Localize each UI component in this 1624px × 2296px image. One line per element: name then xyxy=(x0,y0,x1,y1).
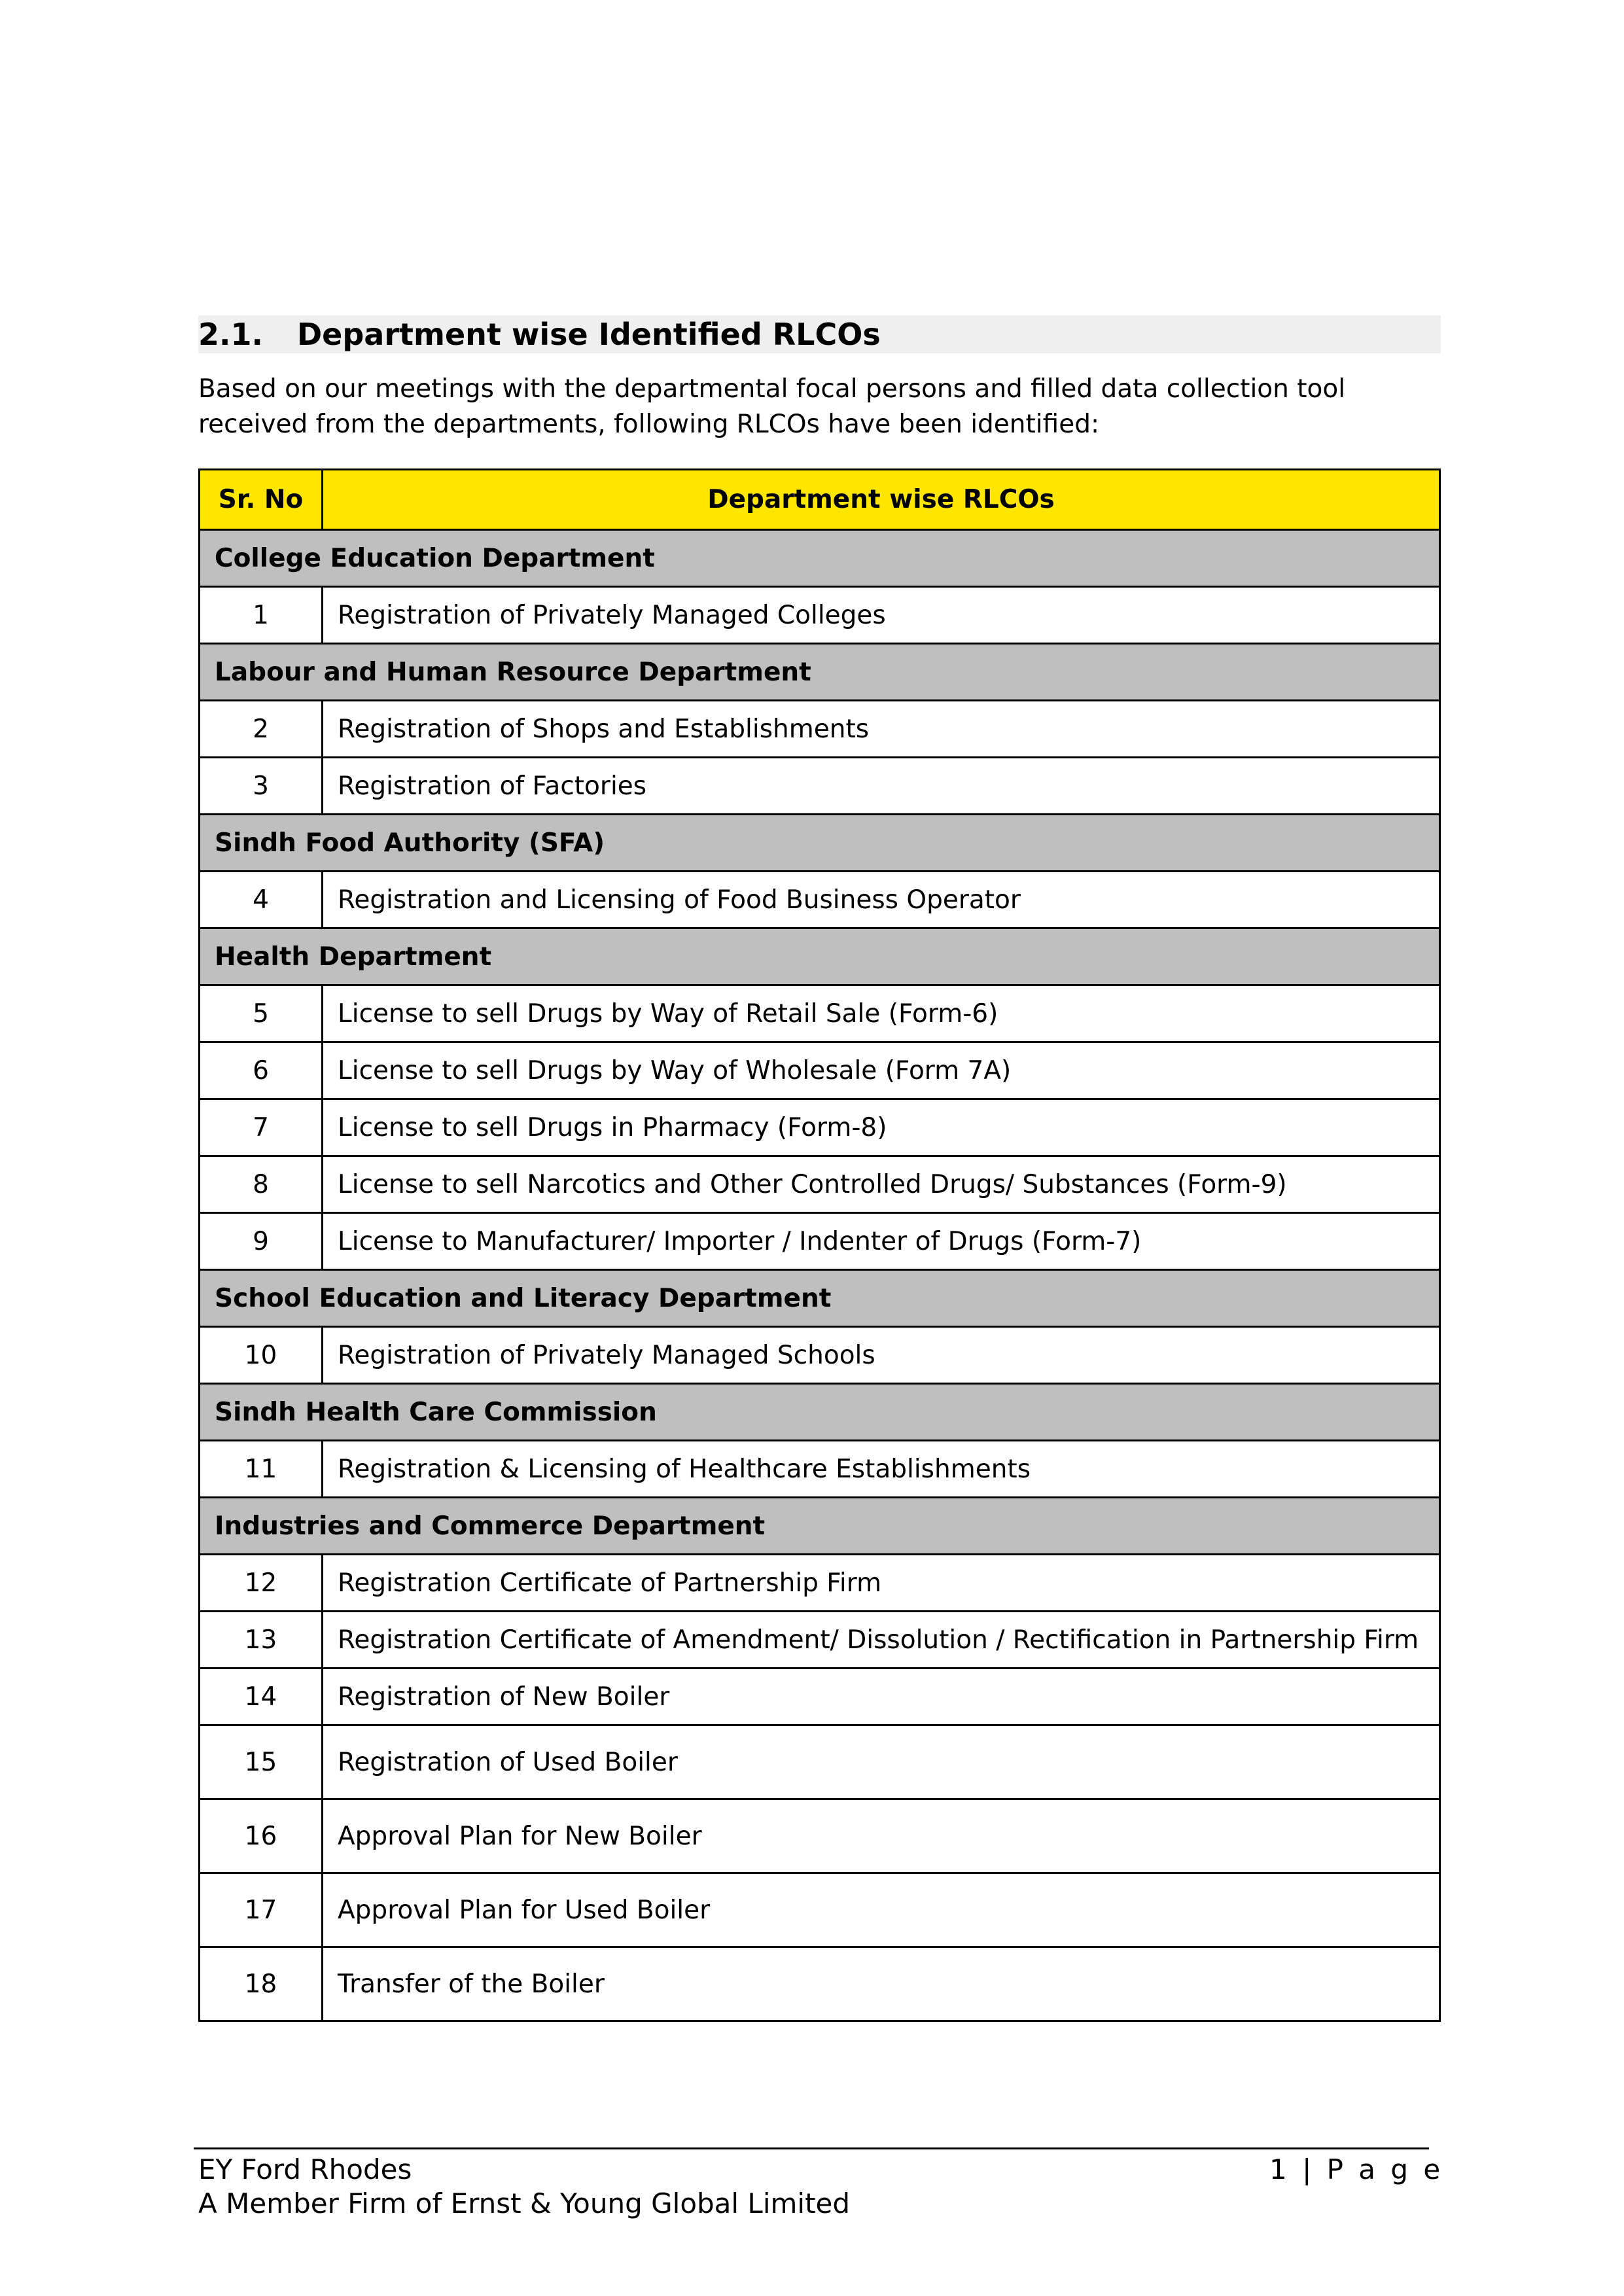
department-row xyxy=(200,644,1440,701)
rlco-cell: License to sell Drugs in Pharmacy (Form-8) xyxy=(323,1099,1440,1156)
department-row xyxy=(200,1384,1440,1441)
department-name: Health Department xyxy=(200,928,1440,985)
table-row xyxy=(200,1612,1440,1669)
sr-no-cell: 6 xyxy=(200,1042,323,1099)
section-heading xyxy=(198,315,1441,353)
table-row xyxy=(200,985,1440,1042)
sr-no-cell: 10 xyxy=(200,1327,323,1384)
header-rlcos: Department wise RLCOs xyxy=(323,470,1440,530)
department-row xyxy=(200,815,1440,872)
table-row xyxy=(200,701,1440,758)
intro-paragraph: Based on our meetings with the departmental focal persons and filled data collection tool received from the departments, following RLCOs have been identified: xyxy=(198,374,1346,439)
table-row xyxy=(200,587,1440,644)
sr-no-cell: 9 xyxy=(200,1213,323,1270)
header-sr-no: Sr. No xyxy=(200,470,323,530)
sr-no-cell: 8 xyxy=(200,1156,323,1213)
rlco-cell: Registration Certificate of Amendment/ Dissolution / Rectification in Partnership Firm xyxy=(323,1612,1440,1669)
section-title: Department wise Identified RLCOs xyxy=(297,317,881,352)
rlco-cell: License to Manufacturer/ Importer / Indenter of Drugs (Form-7) xyxy=(323,1213,1440,1270)
rlco-cell: Registration of New Boiler xyxy=(323,1669,1440,1725)
rlco-cell: Registration and Licensing of Food Business Operator xyxy=(323,872,1440,928)
sr-no-cell: 16 xyxy=(200,1799,323,1873)
rlco-cell: License to sell Narcotics and Other Controlled Drugs/ Substances (Form-9) xyxy=(323,1156,1440,1213)
rlco-cell: Registration of Privately Managed Colleges xyxy=(323,587,1440,644)
rlco-cell: Registration of Used Boiler xyxy=(323,1725,1440,1799)
table-row xyxy=(200,1327,1440,1384)
sr-no-cell: 18 xyxy=(200,1947,323,2021)
table-row xyxy=(200,1441,1440,1498)
table-row xyxy=(200,1213,1440,1270)
department-row xyxy=(200,530,1440,587)
table-row xyxy=(200,1725,1440,1799)
page-number: 1 | P a g e xyxy=(1269,2153,1444,2185)
rlco-cell: Approval Plan for New Boiler xyxy=(323,1799,1440,1873)
table-header-row xyxy=(200,470,1440,530)
footer-company-block xyxy=(198,2153,850,2221)
table-row xyxy=(200,758,1440,815)
table-row xyxy=(200,1873,1440,1947)
table-row xyxy=(200,1947,1440,2021)
sr-no-cell: 15 xyxy=(200,1725,323,1799)
department-name: School Education and Literacy Department xyxy=(200,1270,1440,1327)
table-row xyxy=(200,1156,1440,1213)
department-name: Industries and Commerce Department xyxy=(200,1498,1440,1555)
section-number: 2.1. xyxy=(198,317,263,352)
footer-member-line: A Member Firm of Ernst & Young Global Limited xyxy=(198,2187,851,2219)
rlco-cell: Transfer of the Boiler xyxy=(323,1947,1440,2021)
sr-no-cell: 11 xyxy=(200,1441,323,1498)
rlco-cell: Approval Plan for Used Boiler xyxy=(323,1873,1440,1947)
sr-no-cell: 1 xyxy=(200,587,323,644)
table-row xyxy=(200,1555,1440,1612)
sr-no-cell: 17 xyxy=(200,1873,323,1947)
sr-no-cell: 12 xyxy=(200,1555,323,1612)
rlco-table xyxy=(198,468,1441,2022)
footer-company: EY Ford Rhodes xyxy=(198,2153,412,2185)
rlco-cell: License to sell Drugs by Way of Retail Sale (Form-6) xyxy=(323,985,1440,1042)
department-row xyxy=(200,928,1440,985)
department-name: Sindh Food Authority (SFA) xyxy=(200,815,1440,872)
table-row xyxy=(200,1042,1440,1099)
rlco-cell: Registration of Shops and Establishments xyxy=(323,701,1440,758)
table-body xyxy=(200,530,1440,2021)
sr-no-cell: 7 xyxy=(200,1099,323,1156)
rlco-cell: Registration of Privately Managed Schools xyxy=(323,1327,1440,1384)
rlco-cell: Registration of Factories xyxy=(323,758,1440,815)
rlco-cell: Registration & Licensing of Healthcare Establishments xyxy=(323,1441,1440,1498)
footer-divider xyxy=(194,2147,1429,2149)
sr-no-cell: 5 xyxy=(200,985,323,1042)
department-name: Labour and Human Resource Department xyxy=(200,644,1440,701)
rlco-cell: License to sell Drugs by Way of Wholesale (Form 7A) xyxy=(323,1042,1440,1099)
table-row xyxy=(200,872,1440,928)
table-row xyxy=(200,1099,1440,1156)
rlco-cell: Registration Certificate of Partnership Firm xyxy=(323,1555,1440,1612)
department-row xyxy=(200,1498,1440,1555)
sr-no-cell: 14 xyxy=(200,1669,323,1725)
sr-no-cell: 13 xyxy=(200,1612,323,1669)
department-name: Sindh Health Care Commission xyxy=(200,1384,1440,1441)
department-row xyxy=(200,1270,1440,1327)
table-row xyxy=(200,1669,1440,1725)
sr-no-cell: 3 xyxy=(200,758,323,815)
department-name: College Education Department xyxy=(200,530,1440,587)
sr-no-cell: 4 xyxy=(200,872,323,928)
table-row xyxy=(200,1799,1440,1873)
sr-no-cell: 2 xyxy=(200,701,323,758)
